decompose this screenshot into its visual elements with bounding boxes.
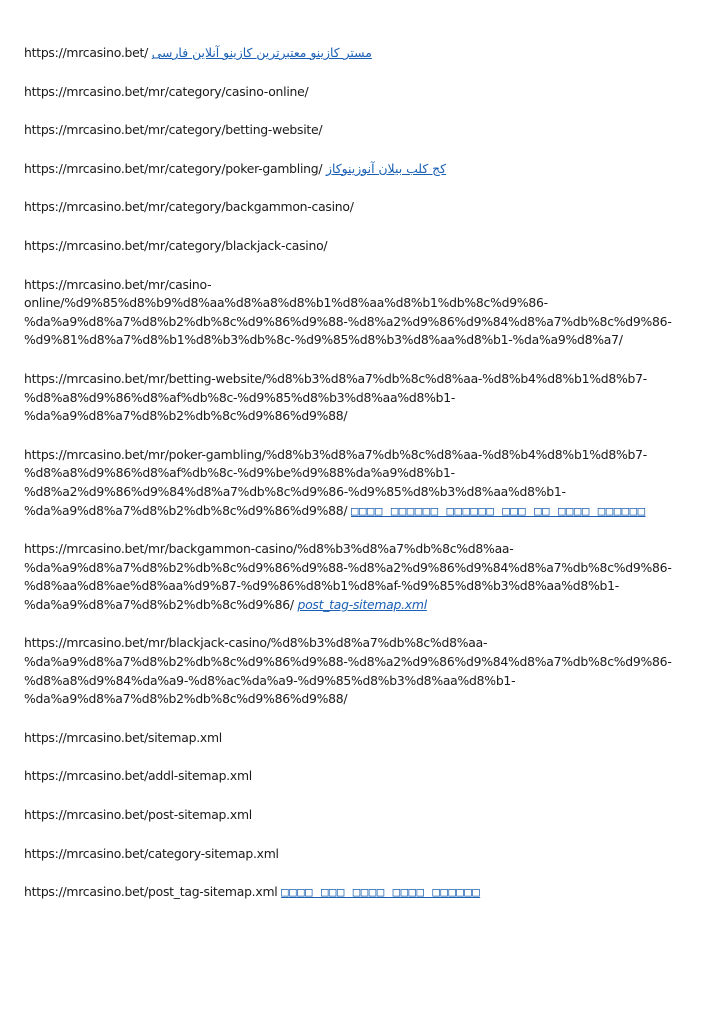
url-text-line: %da%a9%d8%a7%d8%b2%db%8c%d9%86%d9%88-%d8%a2%d9%86%d9%84%d8%a7%db%8c%d9%86-: [24, 654, 672, 670]
url-entry: [24, 634, 674, 708]
url-text-line: %d8%a8%d9%84%da%a9-%d8%ac%da%a9-%d9%85%d8%b3%d8%aa%d8%b1-: [24, 672, 516, 688]
url-text: https://mrcasino.bet/mr/category/blackjack-casino/: [24, 237, 328, 253]
url-text: https://mrcasino.bet/sitemap.xml: [24, 729, 222, 745]
url-text-line: %da%a9%d8%a7%d8%b2%db%8c%d9%86%d9%88-%d8%a2%d9%86%d9%84%d8%a7%db%8c%d9%86-: [24, 313, 672, 329]
url-text-line: https://mrcasino.bet/mr/casino-: [24, 276, 212, 292]
url-entry: [24, 276, 674, 350]
document-page: [24, 44, 674, 922]
url-entry: [24, 121, 674, 140]
url-text: https://mrcasino.bet/category-sitemap.xml: [24, 845, 279, 861]
url-entry: [24, 198, 674, 217]
url-text-line: %da%a9%d8%a7%d8%b2%db%8c%d9%86%d9%88/: [24, 408, 348, 424]
persian-link[interactable]: کج کلب بیلان آنوزینوکاز: [326, 160, 447, 176]
url-entry: [24, 44, 674, 63]
url-text: https://mrcasino.bet/mr/category/backgammon-casino/: [24, 199, 354, 215]
url-text-line: https://mrcasino.bet/mr/backgammon-casino/%d8%b3%d8%a7%db%8c%d8%aa-: [24, 541, 514, 557]
url-text-line: %d9%81%d8%a7%d8%b1%d8%b3%db%8c-%d9%85%d8%b3%d8%aa%d8%b1-%da%a9%d8%a7/: [24, 332, 623, 348]
url-text: https://mrcasino.bet/post-sitemap.xml: [24, 807, 252, 823]
url-text-line: %da%a9%d8%a7%d8%b2%db%8c%d9%86/: [24, 596, 298, 612]
url-entry: [24, 806, 674, 825]
url-text-line: %d8%aa%d8%ae%d8%aa%d9%87-%d9%86%d8%b1%d8%af-%d9%85%d8%b3%d8%aa%d8%b1-: [24, 578, 620, 594]
url-entry: [24, 237, 674, 256]
url-text-line: %da%a9%d8%a7%d8%b2%db%8c%d9%86%d9%88-%d8%a2%d9%86%d9%84%d8%a7%db%8c%d9%86-: [24, 559, 672, 575]
url-text-line: https://mrcasino.bet/mr/blackjack-casino/%d8%b3%d8%a7%db%8c%d8%aa-: [24, 635, 488, 651]
url-text: https://mrcasino.bet/mr/category/casino-online/: [24, 83, 309, 99]
url-text-line: %d8%a8%d9%86%d8%af%db%8c-%d9%be%d9%88%da%a9%d8%b1-: [24, 465, 455, 481]
url-entry: [24, 845, 674, 864]
url-entry: [24, 83, 674, 102]
url-text-line: https://mrcasino.bet/mr/betting-website/%d8%b3%d8%a7%db%8c%d8%aa-%d8%b4%d8%b1%d8%b7-: [24, 370, 647, 386]
url-entry: [24, 767, 674, 786]
sitemap-link[interactable]: post_tag-sitemap.xml: [297, 596, 427, 612]
url-text: https://mrcasino.bet/: [24, 45, 152, 60]
url-entry: [24, 370, 674, 426]
url-entry: [24, 883, 674, 902]
url-text-line: %d8%a2%d9%86%d9%84%d8%a7%db%8c%d9%86-%d9%85%d8%b3%d8%aa%d8%b1-: [24, 483, 566, 499]
url-text-line: %da%a9%d8%a7%d8%b2%db%8c%d9%86%d9%88/: [24, 502, 352, 518]
url-entry: [24, 540, 674, 614]
url-text-line: https://mrcasino.bet/mr/poker-gambling/%d8%b3%d8%a7%db%8c%d8%aa-%d8%b4%d8%b1%d8%b7-: [24, 446, 647, 462]
url-entry: [24, 729, 674, 748]
url-text-line: online/%d9%85%d8%b9%d8%aa%d8%a8%d8%b1%d8%aa%d8%b1%db%8c%d9%86-: [24, 295, 548, 311]
url-text: https://mrcasino.bet/mr/category/betting-website/: [24, 122, 323, 138]
url-text-line: %d8%a8%d9%86%d8%af%db%8c-%d9%85%d8%b3%d8%aa%d8%b1-: [24, 389, 456, 405]
url-entry: [24, 446, 674, 520]
url-text: https://mrcasino.bet/mr/category/poker-gambling/: [24, 160, 326, 176]
url-text: https://mrcasino.bet/addl-sitemap.xml: [24, 768, 252, 784]
url-text: https://mrcasino.bet/post_tag-sitemap.xml: [24, 884, 282, 900]
url-text-line: %da%a9%d8%a7%d8%b2%db%8c%d9%86%d9%88/: [24, 691, 348, 707]
url-entry: [24, 160, 674, 179]
persian-link[interactable]: مستر کازینو معتبرترین کازینو آنلاین فارسی: [151, 45, 372, 60]
garbled-link[interactable]: □□□□ □□□□□□ □□□□□□ □□□ □□ □□□□ □□□□□□: [351, 502, 646, 518]
garbled-link[interactable]: □□□□ □□□ □□□□ □□□□ □□□□□□: [281, 884, 481, 900]
